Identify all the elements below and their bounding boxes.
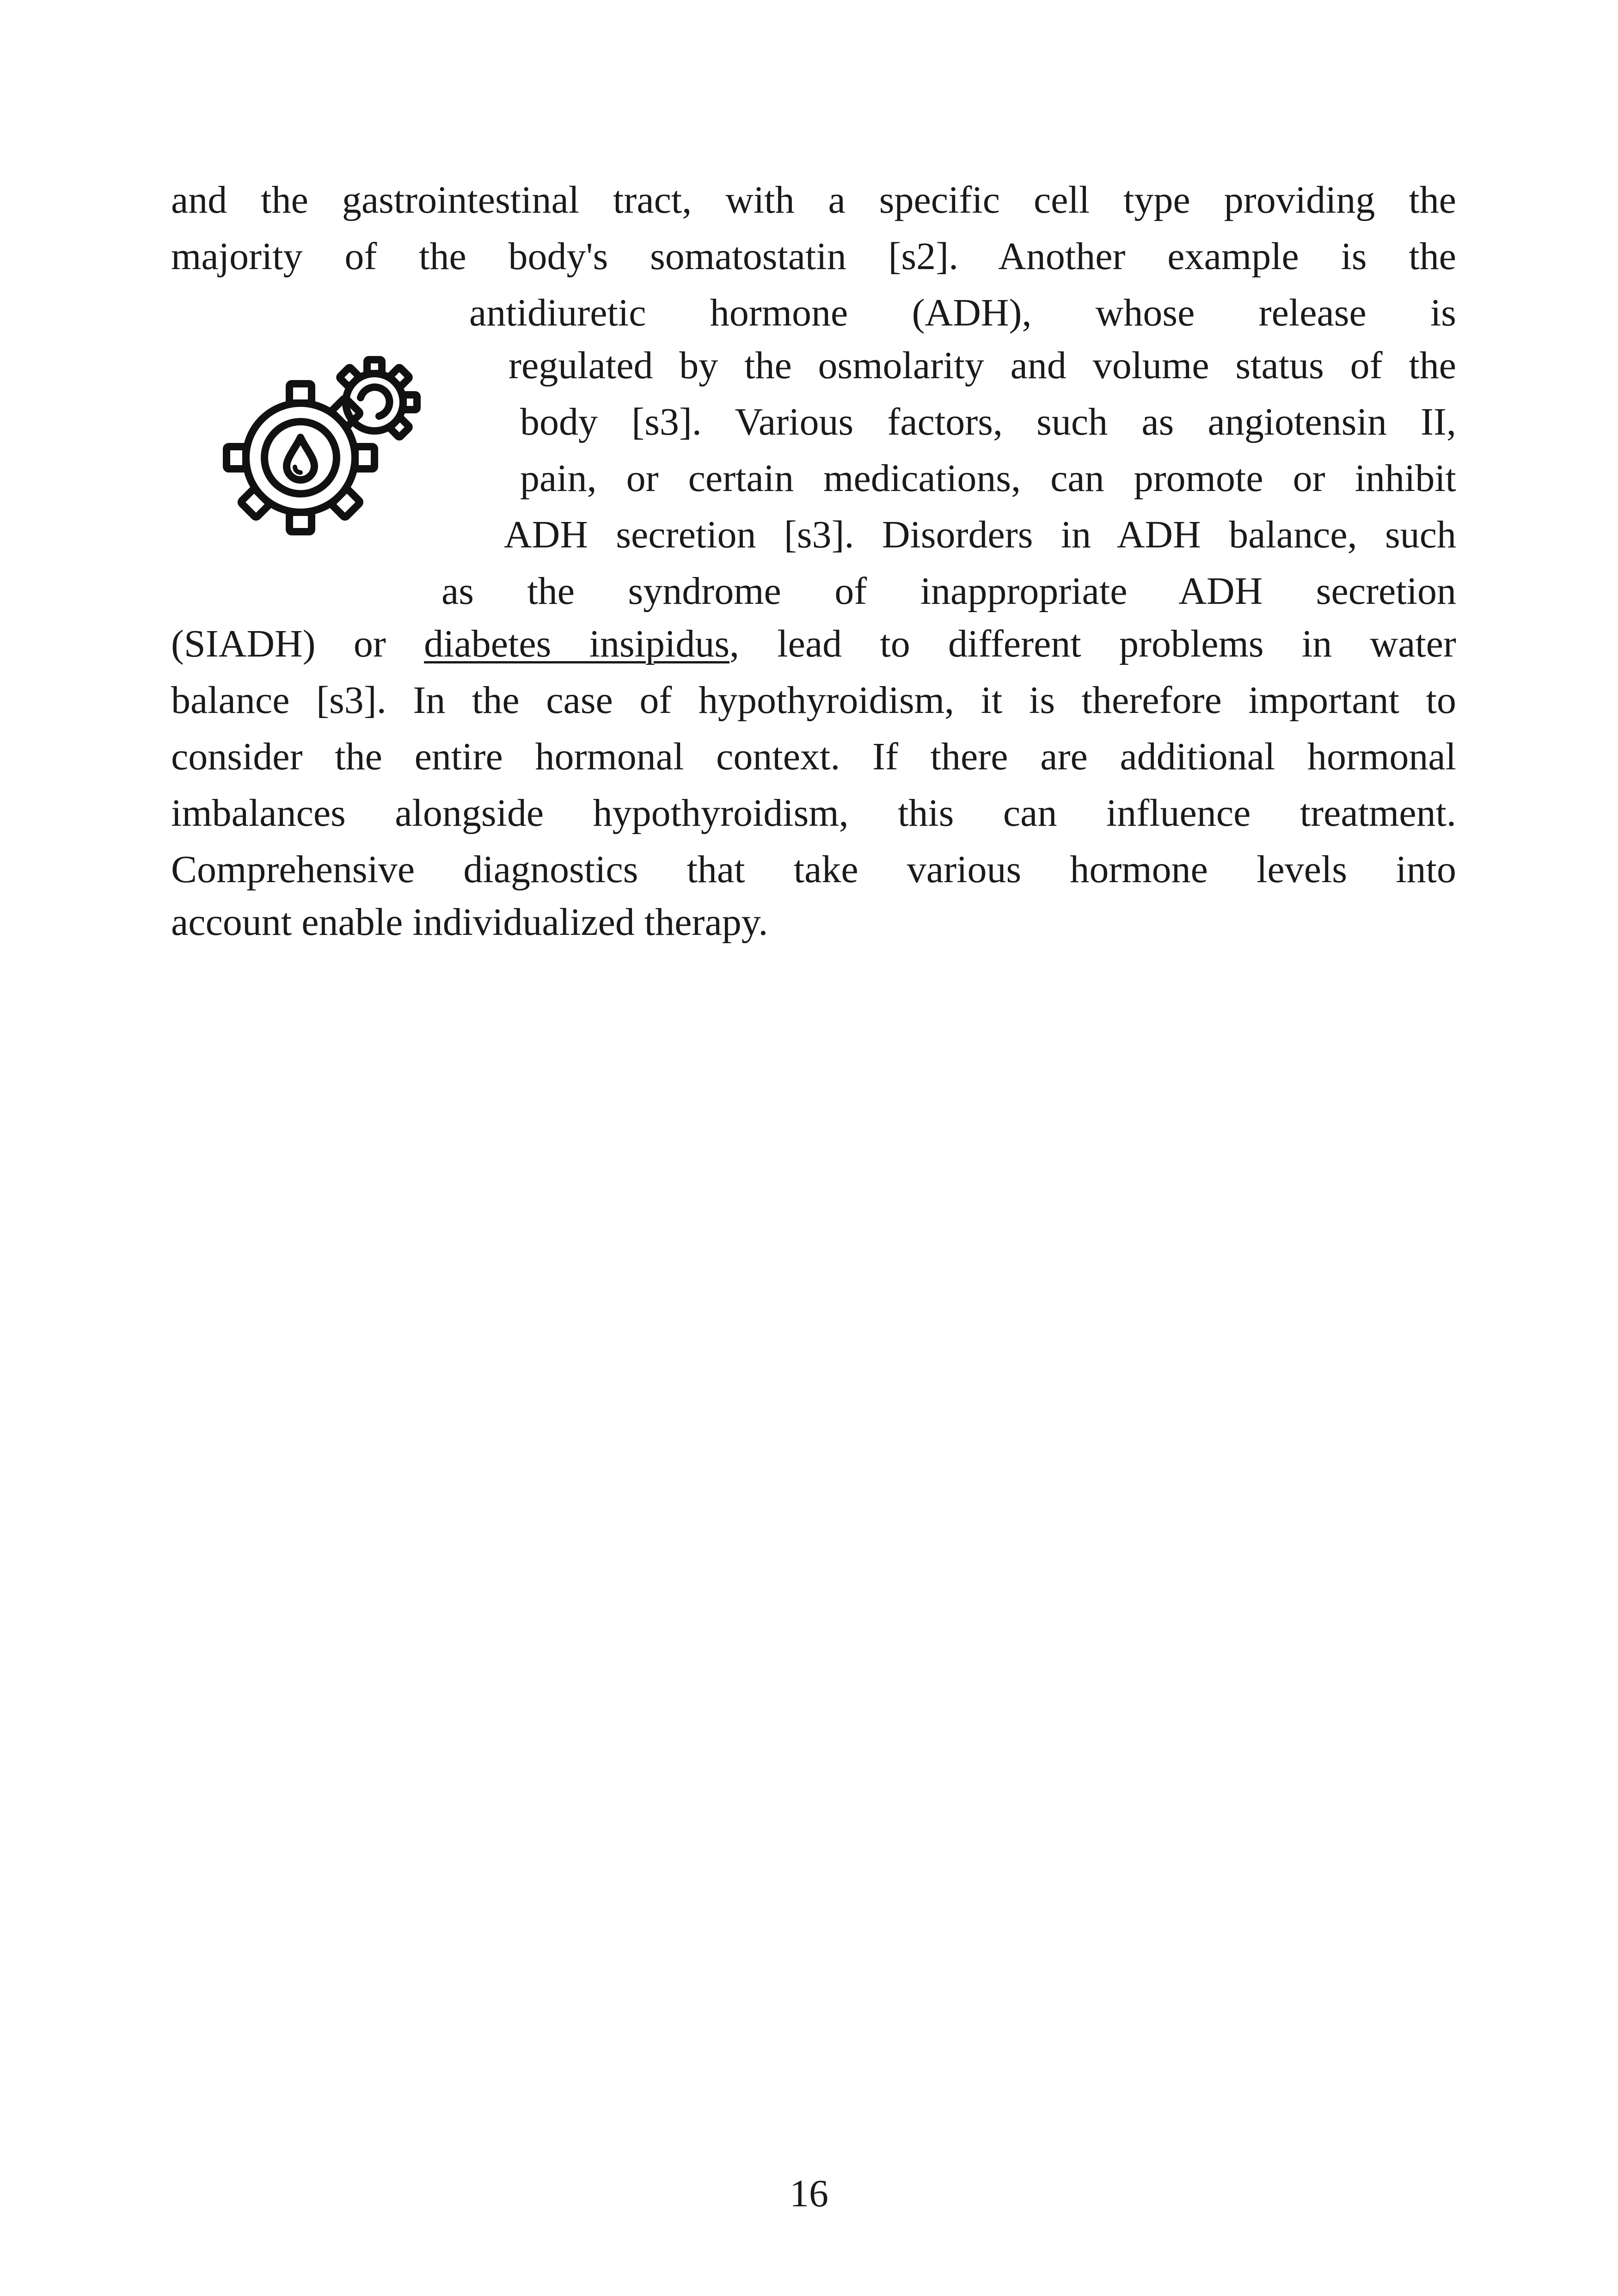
body-text-line: consider the entire hormonal context. If there are additional hormonal <box>171 735 1456 778</box>
body-text-line: regulated by the osmolarity and volume status of the <box>509 344 1456 387</box>
body-text-line: pain, or certain medications, can promote or inhibit <box>520 457 1456 500</box>
gears-with-drop-icon <box>222 351 435 546</box>
body-text-line: ADH secretion [s3]. Disorders in ADH balance, such <box>504 513 1456 556</box>
body-text-line: antidiuretic hormone (ADH), whose release is <box>469 291 1456 334</box>
body-text-line: imbalances alongside hypothyroidism, this can influence treatment. <box>171 792 1456 835</box>
body-text-line: majority of the body's somatostatin [s2]. Another example is the <box>171 235 1456 278</box>
body-text-fragment: (SIADH) or <box>171 622 424 665</box>
body-text-line: body [s3]. Various factors, such as angiotensin II, <box>520 400 1456 443</box>
body-text-line: and the gastrointestinal tract, with a specific cell type providing the <box>171 178 1456 221</box>
body-text-line: balance [s3]. In the case of hypothyroidism, it is therefore important to <box>171 679 1456 722</box>
body-text-line: as the syndrome of inappropriate ADH secretion <box>441 570 1456 613</box>
page-number: 16 <box>790 2172 828 2215</box>
body-text-fragment: , lead to different problems in water <box>729 622 1457 665</box>
body-text-line: account enable individualized therapy. <box>171 901 768 944</box>
diabetes-insipidus-link[interactable]: diabetes insipidus <box>424 622 730 665</box>
body-text-line: Comprehensive diagnostics that take various hormone levels into <box>171 848 1456 891</box>
body-text-line <box>171 619 1456 669</box>
